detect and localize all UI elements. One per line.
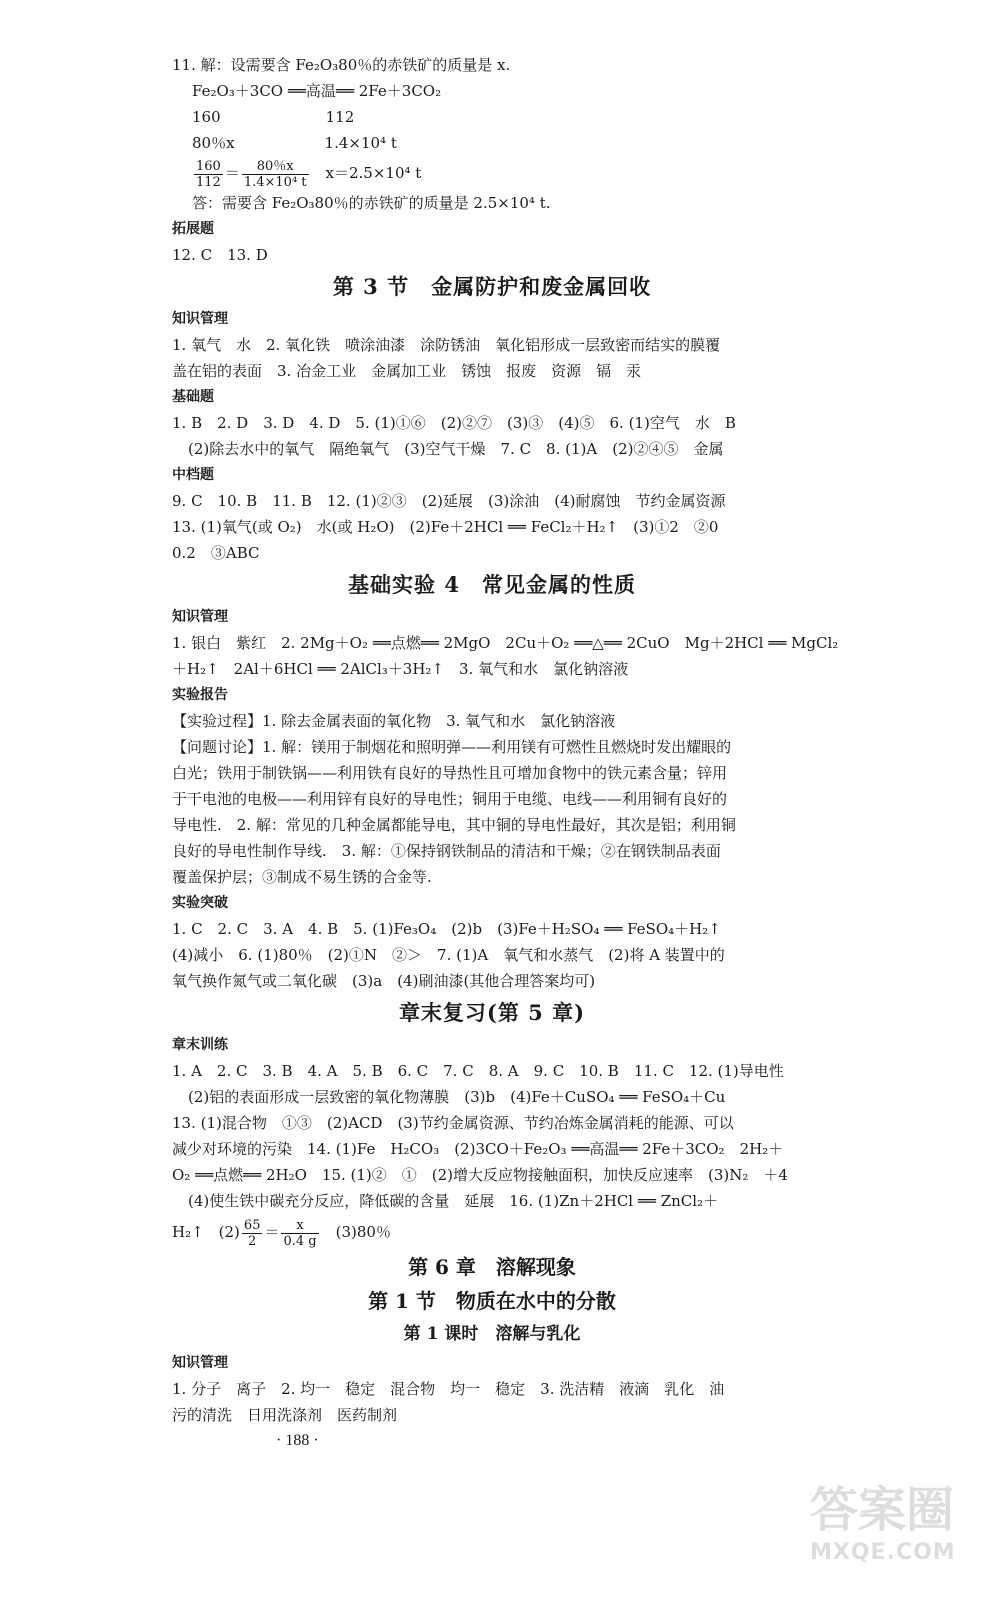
- text-line: 1. 分子 离子 2. 均一 稳定 混合物 均一 稳定 3. 洗洁精 液滴 乳化 油: [172, 1380, 725, 1398]
- text-line: 覆盖保护层；③制成不易生锈的合金等.: [172, 868, 432, 886]
- fraction-line: H₂↑ (2) $\frac{65}{2}$ ＝ $\frac{x}{0.4 g}$ (3)80％: [172, 1217, 391, 1249]
- text-line: 于干电池的电极——利用锌有良好的导电性；铜用于电缆、电线——利用铜有良好的: [172, 790, 728, 808]
- section-label: 基础题: [172, 389, 214, 405]
- text-line: 减少对环境的污染 14. (1)Fe H₂CO₃ (2)3CO＋Fe₂O₃ ══高温══ 2Fe＋3CO₂ 2H₂＋: [172, 1140, 784, 1158]
- text-line: 1. 氧气 水 2. 氧化铁 喷涂油漆 涂防锈油 氧化铝形成一层致密而结实的膜覆: [172, 336, 721, 354]
- fraction-line: $\frac{160}{112}$ ＝ $\frac{80\%x}{\text{1.4×10⁴ t}}$ x＝2.5×10⁴ t: [196, 158, 422, 190]
- text-line: (2)除去水中的氧气 隔绝氧气 (3)空气干燥 7. C 8. (1)A (2)②④⑤ 金属: [188, 440, 724, 458]
- denominator: 2: [248, 1233, 257, 1249]
- section-label: 中档题: [172, 467, 214, 483]
- text-line: 1. B 2. D 3. D 4. D 5. (1)①⑥ (2)②⑦ (3)③ (4)⑤ 6. (1)空气 水 B: [172, 414, 736, 432]
- text-line: O₂ ══点燃══ 2H₂O 15. (1)② ① (2)增大反应物接触面积，加快反应速率 (3)N₂ ＋4: [172, 1166, 788, 1184]
- section-label: 知识管理: [172, 311, 228, 327]
- section-label: 实验报告: [172, 687, 228, 703]
- watermark-text: 答案圈: [810, 1482, 955, 1538]
- denominator: 112: [196, 174, 221, 190]
- section-label: 实验突破: [172, 895, 228, 911]
- text-line: 1. 银白 紫红 2. 2Mg＋O₂ ══点燃══ 2MgO 2Cu＋O₂ ══△══ 2CuO Mg＋2HCl ══ MgCl₂: [172, 634, 839, 652]
- fraction: [242, 159, 309, 190]
- numerator: 65: [243, 1217, 261, 1233]
- text-line: 11. 解：设需要含 Fe₂O₃80％的赤铁矿的质量是 x.: [172, 56, 511, 74]
- text-line: 污的清洗 日用洗涤剂 医药制剂: [172, 1406, 398, 1424]
- text-line: 良好的导电性制作导线. 3. 解：①保持钢铁制品的清洁和干燥；②在钢铁制品表面: [172, 842, 721, 860]
- section-label: 知识管理: [172, 1355, 228, 1371]
- text-line: 1. C 2. C 3. A 4. B 5. (1)Fe₃O₄ (2)b (3)Fe＋H₂SO₄ ══ FeSO₄＋H₂↑: [172, 920, 721, 938]
- section-label: 知识管理: [172, 609, 228, 625]
- text-line: 0.2 ③ABC: [172, 544, 260, 562]
- text-line: Fe₂O₃＋3CO ══高温══ 2Fe＋3CO₂: [192, 82, 442, 100]
- answer-page: [172, 52, 839, 1428]
- section-heading: 第 1 节 物质在水中的分散: [368, 1289, 616, 1313]
- section-heading: 第 1 课时 溶解与乳化: [403, 1324, 581, 1344]
- text-line: (4)减小 6. (1)80％ (2)①N ②＞ 7. (1)A 氧气和水蒸气 (2)将 A 装置中的: [172, 946, 725, 964]
- text-line: 氧气换作氮气或二氧化碳 (3)a (4)刷油漆(其他合理答案均可): [172, 972, 596, 990]
- text-line: 9. C 10. B 11. B 12. (1)②③ (2)延展 (3)涂油 (4)耐腐蚀 节约金属资源: [172, 492, 726, 510]
- watermark-url: MXQE.COM: [810, 1540, 956, 1565]
- text-line: 12. C 13. D: [172, 246, 268, 264]
- text-line: (4)使生铁中碳充分反应，降低碳的含量 延展 16. (1)Zn＋2HCl ══ ZnCl₂＋: [188, 1192, 719, 1210]
- text-line: 盖在铝的表面 3. 冶金工业 金属加工业 锈蚀 报废 资源 镉 汞: [172, 362, 642, 380]
- text-line: 答：需要含 Fe₂O₃80％的赤铁矿的质量是 2.5×10⁴ t.: [192, 194, 551, 212]
- text-line: 白光；铁用于制铁锅——利用铁有良好的导热性且可增加食物中的铁元素含量；锌用: [172, 764, 728, 782]
- section-heading: 章末复习(第 5 章): [398, 1000, 586, 1025]
- text-line: 13. (1)混合物 ①③ (2)ACD (3)节约金属资源、节约冶炼金属消耗的能源、可以: [172, 1114, 734, 1132]
- text-line: 80％x 1.4×10⁴ t: [192, 134, 397, 152]
- denominator: 1.4×10⁴ t: [243, 174, 307, 190]
- text-line: ＋H₂↑ 2Al＋6HCl ══ 2AlCl₃＋3H₂↑ 3. 氧气和水 氯化钠溶液: [172, 660, 629, 678]
- numerator: 160: [196, 158, 221, 174]
- section-label: 章末训练: [172, 1037, 228, 1053]
- text-line: 160 112: [192, 108, 355, 126]
- section-heading: 基础实验 4 常见金属的性质: [348, 572, 636, 597]
- page-number: · 188 ·: [276, 1432, 319, 1449]
- fraction: [194, 159, 223, 190]
- fraction: [242, 1218, 263, 1249]
- text-line: 1. A 2. C 3. B 4. A 5. B 6. C 7. C 8. A 9. C 10. B 11. C 12. (1)导电性: [172, 1062, 784, 1080]
- denominator: 0.4 g: [283, 1233, 317, 1249]
- fraction: [281, 1218, 318, 1249]
- section-label: 拓展题: [172, 221, 214, 237]
- section-heading: 第 6 章 溶解现象: [408, 1255, 576, 1279]
- watermark-logo: [810, 1480, 990, 1590]
- numerator: x: [281, 1218, 318, 1234]
- text-line: (2)铝的表面形成一层致密的氧化物薄膜 (3)b (4)Fe＋CuSO₄ ══ FeSO₄＋Cu: [188, 1088, 726, 1106]
- text-line: 13. (1)氧气(或 O₂) 水(或 H₂O) (2)Fe＋2HCl ══ FeCl₂＋H₂↑ (3)①2 ②0: [172, 518, 719, 536]
- section-heading: 第 3 节 金属防护和废金属回收: [332, 274, 652, 299]
- text-line: 【问题讨论】1. 解：镁用于制烟花和照明弹——利用镁有可燃性且燃烧时发出耀眼的: [172, 738, 732, 756]
- text-line: 【实验过程】1. 除去金属表面的氧化物 3. 氧气和水 氯化钠溶液: [172, 712, 616, 730]
- text-line: 导电性. 2. 解：常见的几种金属都能导电，其中铜的导电性最好，其次是铝；利用铜: [172, 816, 736, 834]
- numerator: 80％x: [242, 159, 309, 175]
